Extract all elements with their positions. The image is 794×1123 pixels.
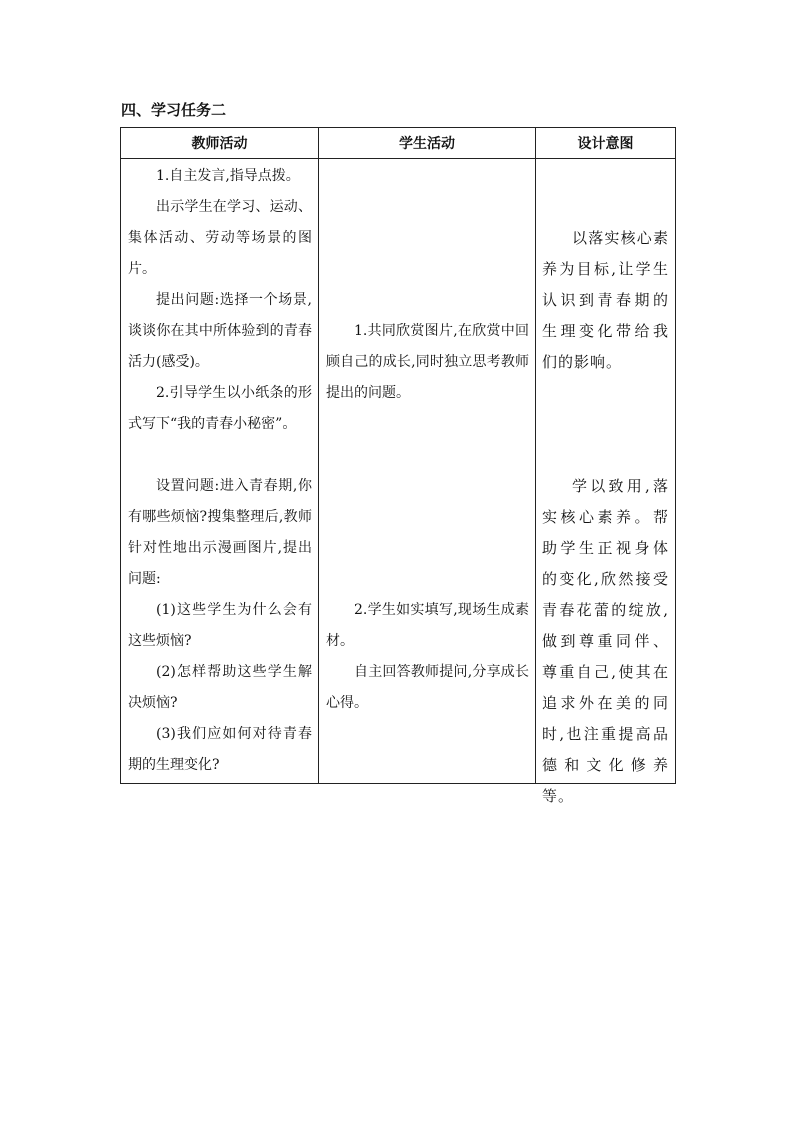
- teacher-step-2: 2.引导学生以小纸条的形式写下“我的青春小秘密”。: [128, 385, 312, 432]
- teacher-question-scene: 提出问题:选择一个场景,谈谈你在其中所体验到的青春活力(感受)。: [128, 292, 312, 370]
- student-answer: 自主回答教师提问,分享成长心得。: [326, 664, 529, 711]
- teacher-step-1: 1.自主发言,指导点拨。: [156, 168, 300, 184]
- teacher-question-1: (1)这些学生为什么会有这些烦恼?: [128, 602, 312, 649]
- teacher-show-pictures: 出示学生在学习、运动、集体活动、劳动等场景的图片。: [128, 199, 312, 277]
- header-student-activity: 学生活动: [319, 128, 536, 159]
- teacher-activity-cell: [121, 159, 319, 784]
- section-title: 四、学习任务二: [121, 101, 227, 119]
- teacher-question-worries: 设置问题:进入青春期,你有哪些烦恼?搜集整理后,教师针对性地出示漫画图片,提出问题:: [128, 478, 312, 587]
- teacher-question-3: (3)我们应如何对待青春期的生理变化?: [128, 726, 312, 773]
- student-activity-cell: [319, 159, 536, 784]
- table-row: [121, 159, 676, 784]
- header-teacher-activity: 教师活动: [121, 128, 319, 159]
- header-design-intent: 设计意图: [536, 128, 676, 159]
- design-intent-1: 以落实核心素养为目标,让学生认识到青春期的生理变化带给我们的影响。: [542, 229, 669, 371]
- student-step-1: 1.共同欣赏图片,在欣赏中回顾自己的成长,同时独立思考教师提出的问题。: [326, 323, 529, 401]
- teacher-question-2: (2)怎样帮助这些学生解决烦恼?: [128, 664, 312, 711]
- table-header-row: [121, 128, 676, 159]
- activity-table: [120, 127, 676, 805]
- design-intent-2: 学以致用,落实核心素养。帮助学生正视身体的变化,欣然接受青春花蕾的绽放,做到尊重同伴、尊重自己,使其在追求外在美的同时,也注重提高品德和文化修养等。: [542, 477, 669, 805]
- design-intent-cell: [536, 159, 676, 805]
- student-step-2: 2.学生如实填写,现场生成素材。: [326, 602, 529, 649]
